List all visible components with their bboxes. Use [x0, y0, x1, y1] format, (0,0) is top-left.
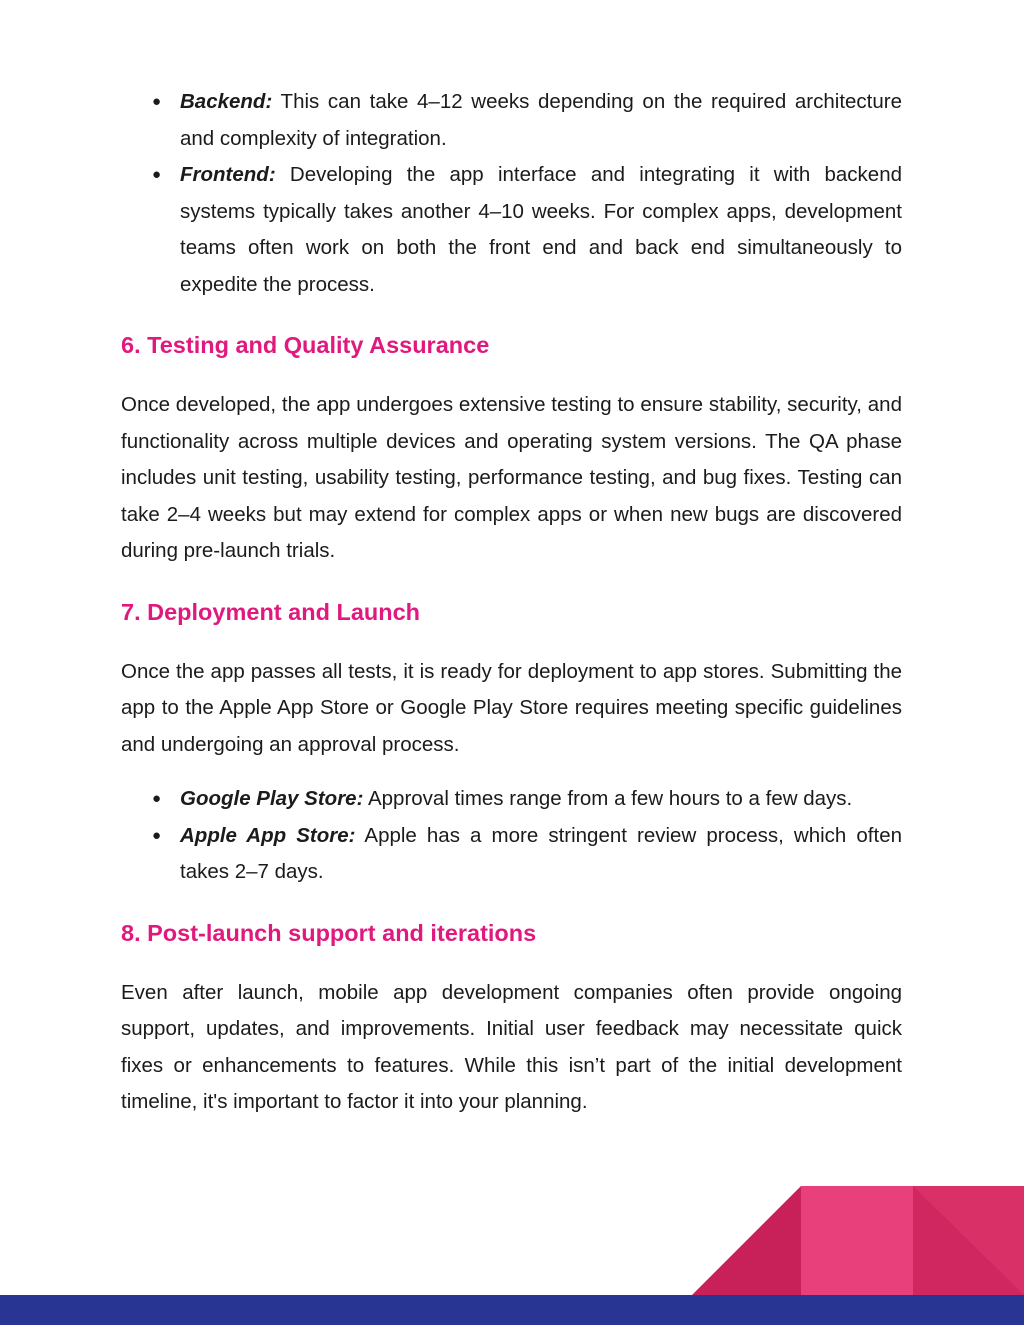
section5-bullet-list [121, 84, 902, 303]
bullet-term: Backend: [180, 90, 273, 113]
list-item [121, 157, 902, 303]
bullet-text: Developing the app interface and integrating it with backend systems typically takes another 4–10 weeks. For complex apps, development teams often work on both the front end and back end simultaneously to expedite the process. [180, 163, 902, 296]
bullet-text: Approval times range from a few hours to a few days. [363, 787, 853, 810]
bullet-term: Frontend: [180, 163, 276, 186]
decor-shadow-triangle [913, 1186, 1024, 1295]
bullet-text: Apple has a more stringent review process, which often takes 2–7 days. [180, 823, 902, 883]
bullet-term: Apple App Store: [180, 823, 356, 847]
section6-heading: 6. Testing and Quality Assurance [121, 332, 490, 358]
section6-paragraph: Once developed, the app undergoes extensive testing to ensure stability, security, and functionality across multiple devices and operating system versions. The QA phase includes unit testing, usability testing, performance testing, and bug fixes. Testing can take 2–4 weeks but may extend for complex apps or when new bugs are discovered during pre-launch trials. [121, 393, 902, 562]
list-item [121, 818, 902, 891]
bullet-icon: ● [152, 790, 162, 807]
list-item [121, 781, 902, 818]
bullet-icon: ● [152, 93, 162, 110]
section7-paragraph: Once the app passes all tests, it is ready for deployment to app stores. Submitting the app to the Apple App Store or Google Play Store requires meeting specific guidelines and undergoing an approval process. [121, 659, 902, 756]
section8-paragraph: Even after launch, mobile app development companies often provide ongoing support, updates, and improvements. Initial user feedback may necessitate quick fixes or enhancements to features. While this isn’t part of the initial development timeline, it's important to factor it into your planning. [121, 980, 902, 1113]
decor-triangle-left [692, 1186, 801, 1295]
decor-square-right [913, 1186, 1024, 1295]
list-item [121, 84, 902, 157]
decor-square-middle [801, 1186, 913, 1295]
section7-bullet-list [121, 781, 902, 891]
document-body [121, 84, 902, 1121]
footer-bar [0, 1295, 1024, 1325]
bullet-icon: ● [152, 826, 162, 844]
bullet-text: This can take 4–12 weeks depending on the required architecture and complexity of integration. [180, 90, 902, 150]
section8-heading: 8. Post-launch support and iterations [121, 919, 537, 946]
bullet-term: Google Play Store: [180, 787, 364, 810]
section7-heading: 7. Deployment and Launch [121, 598, 421, 625]
bullet-icon: ● [152, 166, 162, 183]
